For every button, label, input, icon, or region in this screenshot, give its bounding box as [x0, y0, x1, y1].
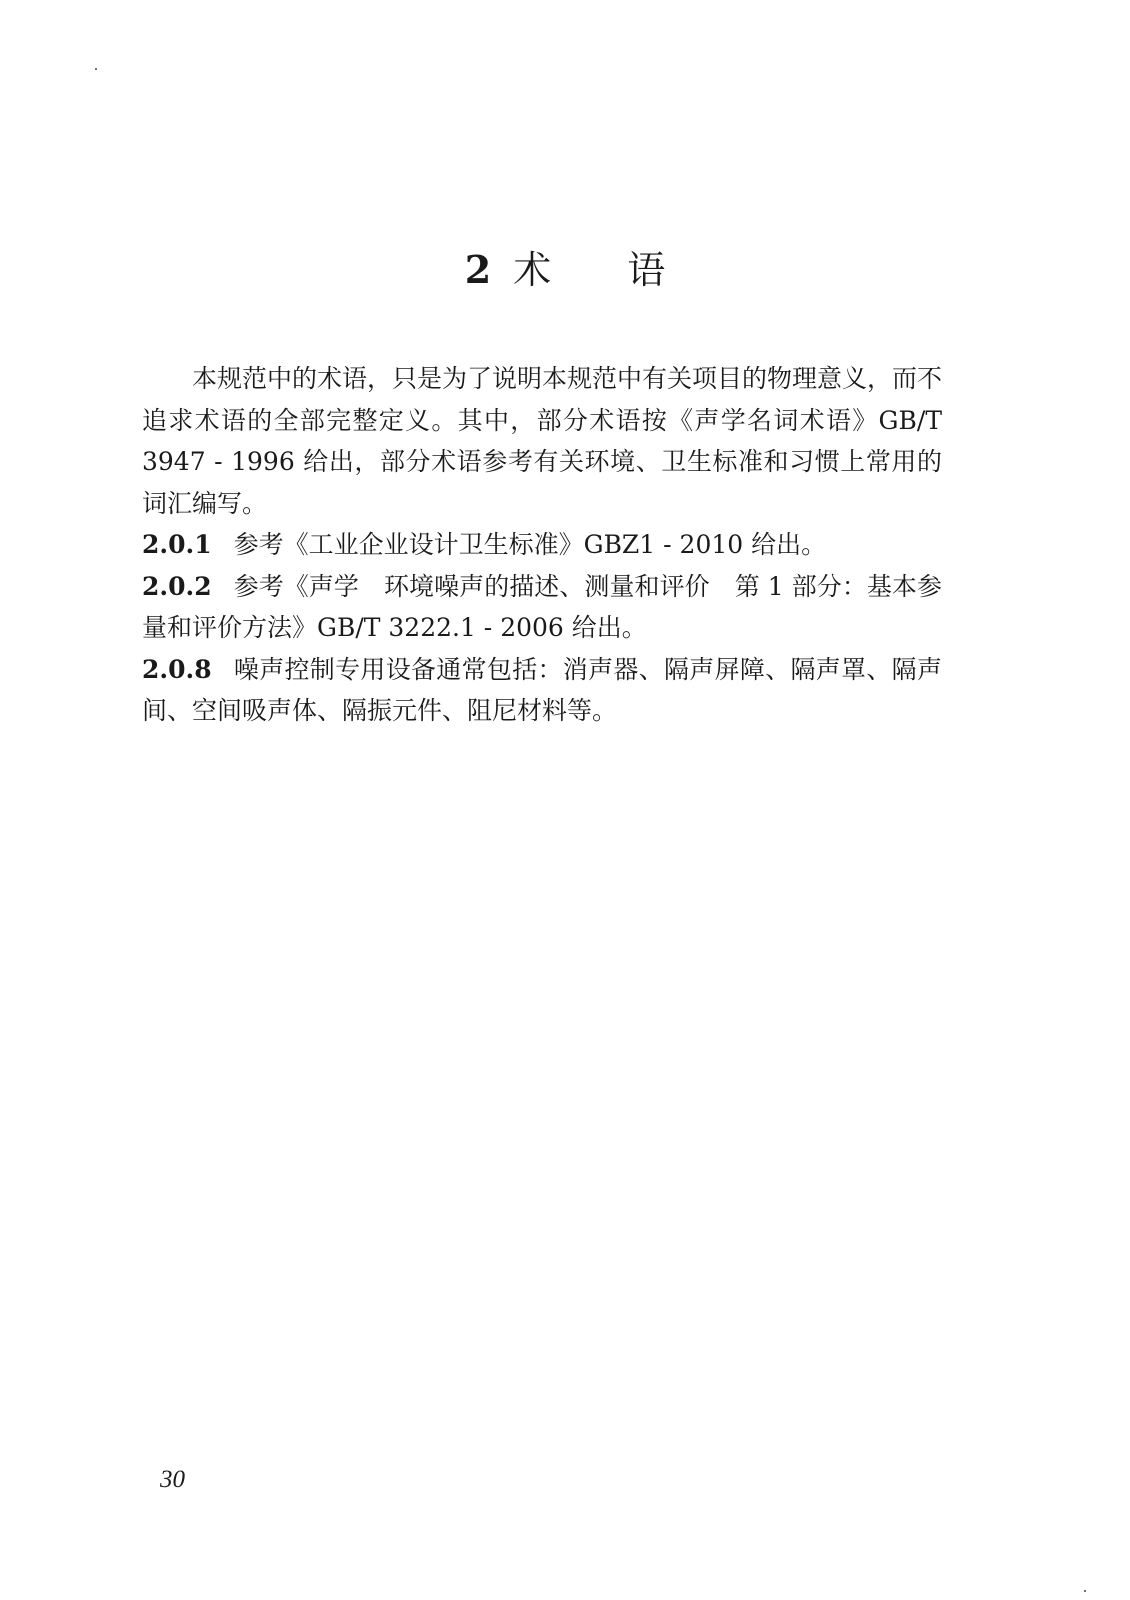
- scan-speck: [1084, 1590, 1086, 1592]
- clause-number: 2.0.2: [142, 571, 212, 601]
- clause-text: 噪声控制专用设备通常包括：消声器、隔声屏障、隔声罩、隔声间、空间吸声体、隔振元件、阻尼材料等。: [142, 654, 942, 725]
- intro-paragraph: 本规范中的术语，只是为了说明本规范中有关项目的物理意义，而不追求术语的全部完整定义。其中，部分术语按《声学名词术语》GB/T 3947 - 1996 给出，部分术语参考有关环境、卫生标准和习惯上常用的词汇编写。: [142, 364, 943, 518]
- clause-2-0-8: [142, 649, 942, 732]
- clause-text: 参考《声学 环境噪声的描述、测量和评价 第 1 部分：基本参量和评价方法》GB/T 3222.1 - 2006 给出。: [142, 571, 942, 642]
- chapter-body: [142, 358, 942, 732]
- chapter-title-char-1: 术: [513, 248, 552, 292]
- page-number: 30: [160, 1466, 185, 1493]
- scan-speck: [95, 68, 97, 70]
- clause-number: 2.0.8: [142, 654, 212, 684]
- chapter-title-char-2: 语: [627, 248, 666, 292]
- clause-text: 参考《工业企业设计卫生标准》GBZ1 - 2010 给出。: [233, 530, 827, 559]
- clause-number: 2.0.1: [142, 530, 212, 559]
- chapter-title: [0, 245, 1130, 295]
- clause-2-0-1: [142, 524, 942, 566]
- clause-2-0-2: [142, 566, 942, 649]
- chapter-number: 2: [464, 247, 492, 292]
